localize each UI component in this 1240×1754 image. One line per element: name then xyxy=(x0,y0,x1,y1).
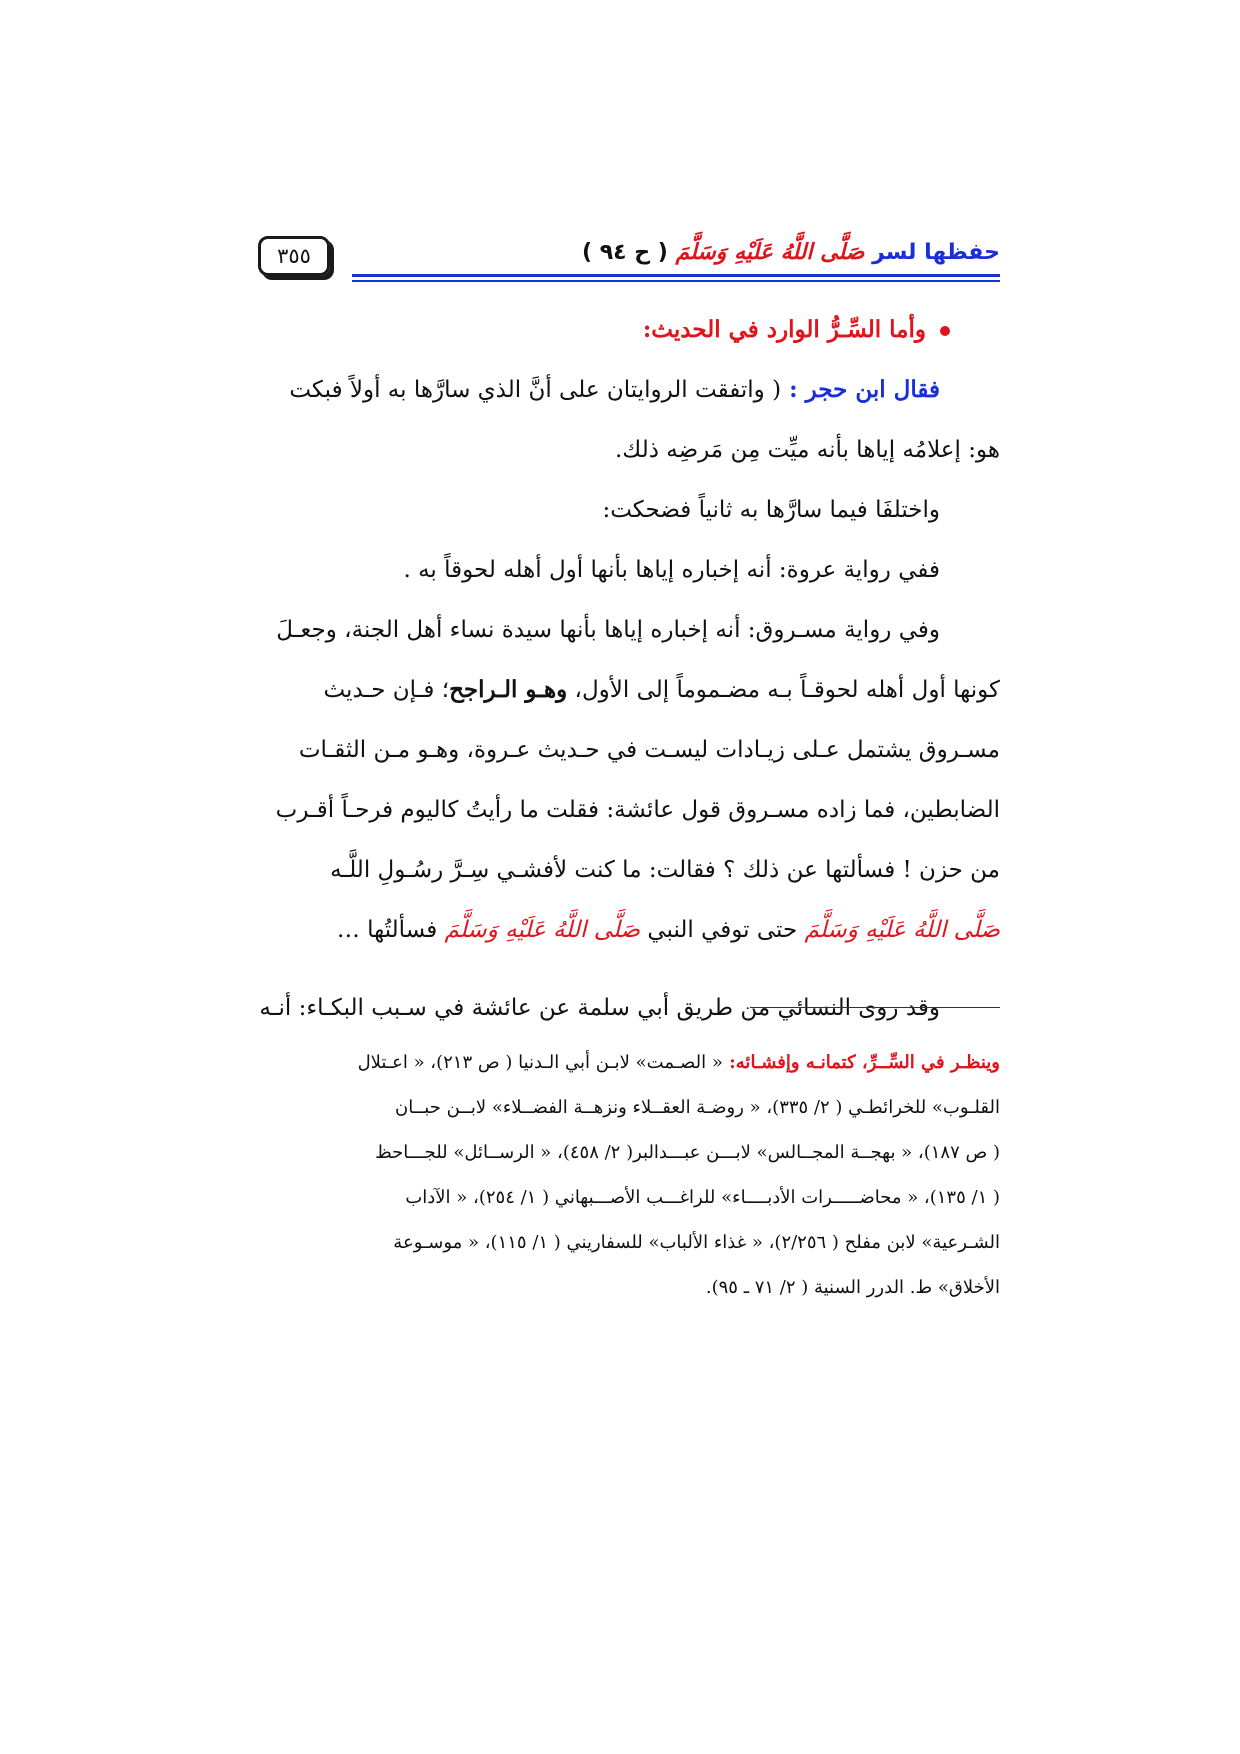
salutation-glyph: صَلَّى اللَّهُ عَلَيْهِ وَسَلَّمَ xyxy=(444,917,641,943)
paragraph-line: الضابطين، فما زاده مسـروق قول عائشة: فقلت ما رأيتُ كاليوم فرحـاً أقـرب xyxy=(275,797,1000,823)
running-title-text: حفظها لسر xyxy=(864,240,1000,265)
paragraph-line: وقد روى النسائي من طريق أبي سلمة عن عائشة في سـبب البكـاء: أنـه xyxy=(259,995,940,1021)
paragraph-line: ففي رواية عروة: أنه إخباره إياها بأنها أول أهله لحوقاً به . xyxy=(403,557,940,583)
paragraph-line: من حزن ! فسألتها عن ذلك ؟ فقالت: ما كنت لأفشـي سِـرَّ رسُـولِ اللَّـه xyxy=(330,857,1000,883)
section-heading-text: وأما السِّـرُّ الوارد في الحديث: xyxy=(642,316,926,343)
page-number: ٣٥٥ xyxy=(258,236,330,276)
footnotes xyxy=(240,1040,1000,1310)
paragraph-line: واختلفَا فيما سارَّها به ثانياً فضحكت: xyxy=(602,497,940,523)
emphasis-text: وهـو الـراجح xyxy=(449,676,568,703)
hadith-number: ( ح ٩٤ ) xyxy=(581,240,676,265)
footnote-text: « الصـمت» لابـن أبي الـدنيا ( ص ٢١٣)، « اعـتلال xyxy=(357,1052,723,1073)
footnote-line: الشـرعية» لابن مفلح ( ٢/٢٥٦)، « غذاء الألباب» للسفاريني ( ١/ ١١٥)، « موسـوعة xyxy=(393,1232,1000,1253)
salutation-glyph: صَلَّى اللَّهُ عَلَيْهِ وَسَلَّمَ xyxy=(804,917,1000,943)
header-rule xyxy=(352,274,1000,282)
spacer xyxy=(240,960,1000,978)
quote-source: فقال ابن حجر : xyxy=(781,376,940,403)
main-text xyxy=(240,300,1000,1038)
paragraph-line: هو: إعلامُه إياها بأنه ميِّت مِن مَرضِه ذلك. xyxy=(615,437,1000,463)
running-title xyxy=(582,236,1000,270)
paragraph-line xyxy=(240,660,1000,720)
footnote-heading: وينظـر في السِّــرِّ، كتمانـه وإفشـائه: xyxy=(722,1052,1000,1073)
paragraph-text: ؛ فـإن حـديث xyxy=(323,677,450,703)
footnote-line xyxy=(240,1040,1000,1085)
paragraph-line xyxy=(240,360,1000,420)
page-header xyxy=(258,236,1000,276)
paragraph-text: فسألتُها … xyxy=(336,917,445,943)
salutation-glyph: صَلَّى اللَّهُ عَلَيْهِ وَسَلَّمَ xyxy=(675,240,865,265)
paragraph-line xyxy=(240,900,1000,960)
paragraph-line: مسـروق يشتمل عـلى زيـادات ليسـت في حـديث عـروة، وهـو مـن الثقـات xyxy=(298,737,1000,763)
paragraph-text: كونها أول أهله لحوقـاً بـه مضـموماً إلى الأول، xyxy=(567,677,1000,703)
paragraph-text: ( واتفقت الروايتان على أنَّ الذي سارَّها به أولاً فبكت xyxy=(289,377,782,403)
section-heading xyxy=(240,300,1000,360)
bullet-icon xyxy=(940,326,950,336)
footnote-separator xyxy=(750,1007,1000,1008)
footnote-line: القلـوب» للخرائطـي ( ٢/ ٣٣٥)، « روضـة العقــلاء ونزهــة الفضــلاء» لابــن حبــان xyxy=(395,1097,1000,1118)
footnote-line: الأخلاق» ط. الدرر السنية ( ٢/ ٧١ ـ ٩٥). xyxy=(705,1277,1000,1298)
paragraph-text: حتى توفي النبي xyxy=(640,917,805,943)
footnote-line: ( ١/ ١٣٥)، « محاضـــــرات الأدبــــاء» للراغـــب الأصـــبهاني ( ١/ ٢٥٤)، « الآداب xyxy=(405,1187,1000,1208)
paragraph-line: وفي رواية مسـروق: أنه إخباره إياها بأنها سيدة نساء أهل الجنة، وجعـلَ xyxy=(276,617,940,643)
footnote-line: ( ص ١٨٧)، « بهجــة المجــالس» لابـــن عبـــدالبر( ٢/ ٤٥٨)، « الرســائل» للجـــاحظ xyxy=(375,1142,1000,1163)
